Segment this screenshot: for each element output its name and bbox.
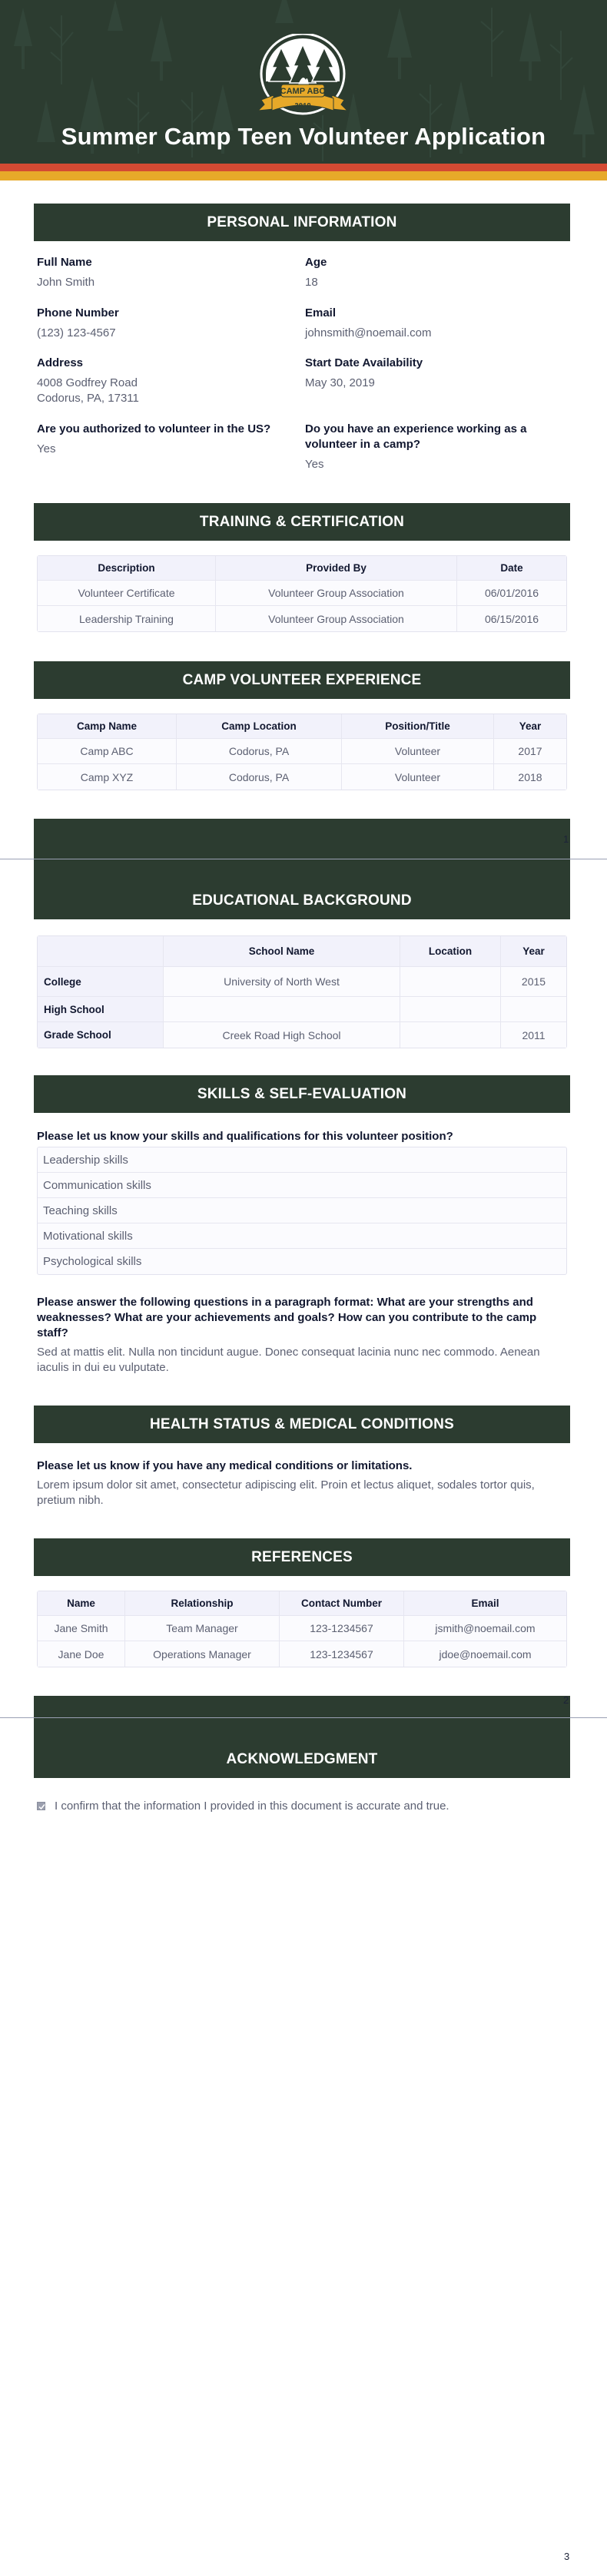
field-value: May 30, 2019 (305, 376, 375, 389)
camp-table (37, 714, 567, 790)
table-cell: 123-1234567 (280, 1641, 404, 1667)
table-cell: Volunteer (342, 764, 494, 790)
section-title: TRAINING & CERTIFICATION (199, 514, 405, 530)
field-label: Do you have an experience working as a volunteer in a camp? (305, 422, 527, 451)
skills-question: Please let us know your skills and qualifications for this volunteer position? (37, 1130, 453, 1143)
field-label: Full Name (37, 256, 92, 269)
table-row (38, 1022, 566, 1048)
essay-answer: Sed at mattis elit. Nulla non tincidunt augue. Donec consequat lacinia nunc nec commodo. Aenean iaculis in dui eu vulputate. (37, 1346, 540, 1374)
table-cell: Volunteer Certificate (38, 581, 216, 606)
column-header: Contact Number (280, 1591, 404, 1616)
table-cell: 2015 (501, 967, 566, 997)
page-break-divider (0, 1717, 607, 1718)
training-table (37, 555, 567, 632)
header-banner (0, 0, 607, 164)
column-header: Name (38, 1591, 125, 1616)
list-item: Communication skills (38, 1173, 566, 1198)
camp-logo (255, 34, 350, 120)
column-header: Relationship (125, 1591, 280, 1616)
column-header-blank (38, 936, 164, 967)
table-header-row (38, 1591, 566, 1616)
field-experience (305, 422, 566, 472)
acknowledgment-row (37, 1800, 449, 1813)
page-number: 1 (563, 833, 569, 845)
table-row (38, 764, 566, 790)
table-row (38, 739, 566, 764)
table-cell: 06/15/2016 (457, 606, 566, 631)
field-value: johnsmith@noemail.com (305, 326, 432, 339)
table-cell: Camp XYZ (38, 764, 177, 790)
section-title: ACKNOWLEDGMENT (226, 1751, 378, 1767)
table-cell: Codorus, PA (177, 739, 342, 764)
list-item: Motivational skills (38, 1223, 566, 1249)
field-value: Yes (37, 442, 56, 455)
table-cell (400, 1022, 501, 1048)
section-header-education (34, 819, 570, 919)
row-header: College (38, 967, 164, 997)
column-header: Year (501, 936, 566, 967)
row-header: Grade School (38, 1022, 164, 1048)
section-header-training (34, 503, 570, 541)
field-value: 18 (305, 276, 318, 289)
page-title: Summer Camp Teen Volunteer Application (61, 123, 546, 150)
table-cell (501, 997, 566, 1022)
column-header: Camp Location (177, 714, 342, 739)
field-phone (37, 306, 290, 341)
table-cell: Creek Road High School (164, 1022, 400, 1048)
table-cell (400, 967, 501, 997)
column-header: Camp Name (38, 714, 177, 739)
yellow-stripe (0, 171, 607, 180)
page-number: 3 (564, 2551, 570, 2562)
table-cell: University of North West (164, 967, 400, 997)
table-cell: Volunteer (342, 739, 494, 764)
column-header: Date (457, 556, 566, 581)
table-cell: Volunteer Group Association (216, 606, 457, 631)
table-header-row (38, 936, 566, 967)
row-header: High School (38, 997, 164, 1022)
section-header-skills (34, 1075, 570, 1113)
table-cell (164, 997, 400, 1022)
table-cell: 2017 (494, 739, 566, 764)
table-cell: 06/01/2016 (457, 581, 566, 606)
table-cell: 123-1234567 (280, 1616, 404, 1641)
field-label: Start Date Availability (305, 356, 423, 369)
table-row (38, 581, 566, 606)
table-header-row (38, 714, 566, 739)
education-table (37, 935, 567, 1048)
section-title: REFERENCES (251, 1549, 353, 1565)
field-value: (123) 123-4567 (37, 326, 116, 339)
field-value: Yes (305, 458, 324, 471)
table-row (38, 997, 566, 1022)
table-row (38, 1616, 566, 1641)
section-header-personal (34, 204, 570, 241)
checkmark-icon (38, 1803, 46, 1811)
acknowledgment-statement: I confirm that the information I provided in this document is accurate and true. (55, 1800, 449, 1813)
table-cell: jdoe@noemail.com (404, 1641, 566, 1667)
column-header: Position/Title (342, 714, 494, 739)
table-cell: 2018 (494, 764, 566, 790)
list-item: Psychological skills (43, 1255, 142, 1268)
section-header-acknowledgment (34, 1696, 570, 1778)
table-cell: 2011 (501, 1022, 566, 1048)
section-header-references (34, 1538, 570, 1576)
section-title: HEALTH STATUS & MEDICAL CONDITIONS (150, 1416, 454, 1432)
confirm-checkbox[interactable] (37, 1802, 45, 1810)
field-age (305, 255, 559, 290)
column-header: Year (494, 714, 566, 739)
column-header: Description (38, 556, 216, 581)
table-row (38, 1641, 566, 1667)
field-email (305, 306, 559, 341)
table-cell: Operations Manager (125, 1641, 280, 1667)
table-cell: jsmith@noemail.com (404, 1616, 566, 1641)
table-cell: Camp ABC (38, 739, 177, 764)
section-header-health (34, 1406, 570, 1443)
field-label: Phone Number (37, 306, 119, 320)
essay-question: Please answer the following questions in a paragraph format: What are your strengths and weaknesses? What are your achievements and goals? How can you contribute to the camp staff? (37, 1296, 537, 1339)
column-header: Provided By (216, 556, 457, 581)
field-value-line2: Codorus, PA, 17311 (37, 392, 139, 405)
skills-list (37, 1147, 567, 1275)
table-row (38, 606, 566, 631)
column-header: Email (404, 1591, 566, 1616)
field-label: Email (305, 306, 337, 320)
table-cell: Leadership Training (38, 606, 216, 631)
table-cell: Volunteer Group Association (216, 581, 457, 606)
page-number: 2 (563, 1694, 569, 1706)
svg-text:CAMP ABC: CAMP ABC (280, 87, 326, 96)
section-title: CAMP VOLUNTEER EXPERIENCE (182, 672, 422, 688)
table-cell: Jane Doe (38, 1641, 125, 1667)
field-label: Age (305, 256, 327, 269)
field-value: John Smith (37, 276, 95, 289)
references-table (37, 1591, 567, 1667)
health-answer: Lorem ipsum dolor sit amet, consectetur adipiscing elit. Proin et lectus aliquet, sodales tortor quis, pretium nibh. (37, 1478, 535, 1507)
field-start-date (305, 356, 559, 391)
list-item: Teaching skills (38, 1198, 566, 1223)
field-value-line1: 4008 Godfrey Road (37, 376, 138, 389)
table-cell: Team Manager (125, 1616, 280, 1641)
field-address (37, 356, 290, 406)
table-header-row (38, 556, 566, 581)
column-header: School Name (164, 936, 400, 967)
field-label: Address (37, 356, 84, 369)
section-title: EDUCATIONAL BACKGROUND (192, 892, 412, 909)
table-row (38, 967, 566, 997)
section-header-camp (34, 661, 570, 699)
table-cell (400, 997, 501, 1022)
red-stripe (0, 164, 607, 171)
table-cell: Jane Smith (38, 1616, 125, 1641)
svg-text:2019: 2019 (294, 102, 311, 110)
field-label: Are you authorized to volunteer in the US? (37, 422, 271, 435)
section-title: PERSONAL INFORMATION (207, 214, 397, 230)
health-question: Please let us know if you have any medical conditions or limitations. (37, 1459, 413, 1472)
column-header: Location (400, 936, 501, 967)
field-authorized (37, 422, 290, 457)
field-full-name (37, 255, 290, 290)
section-title: SKILLS & SELF-EVALUATION (197, 1086, 407, 1102)
table-cell: Codorus, PA (177, 764, 342, 790)
list-item: Leadership skills (38, 1147, 566, 1173)
